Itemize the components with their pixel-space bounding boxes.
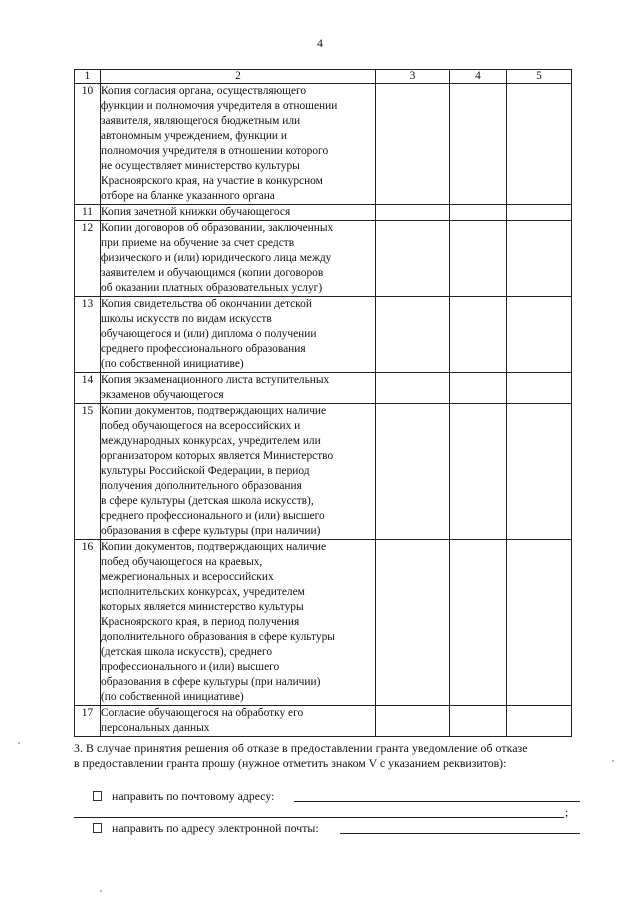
blank-cell[interactable]: [507, 297, 572, 373]
description-line: профессионального и (или) высшего: [101, 661, 280, 673]
description-line: персональных данных: [101, 722, 210, 734]
description-line: обучающегося и (или) диплома о получении: [101, 328, 317, 340]
row-number: 10: [75, 84, 101, 205]
description-line: отборе на бланке указанного органа: [101, 190, 275, 202]
blank-cell[interactable]: [450, 540, 507, 706]
description-line: побед обучающегося на краевых,: [101, 556, 263, 568]
description-line: школы искусств по видам искусств: [101, 313, 272, 325]
row-number: 12: [75, 221, 101, 297]
description-line: Красноярского края, на участие в конкурсном: [101, 175, 323, 187]
description-line: культуры Российской Федерации, в период: [101, 465, 310, 477]
table-header-row: [75, 70, 572, 84]
table-body: [75, 84, 572, 737]
blank-cell[interactable]: [376, 404, 450, 540]
table-row: [75, 404, 572, 540]
description-line: автономным учреждением, функции и: [101, 130, 287, 142]
document-description: [101, 404, 376, 540]
blank-cell[interactable]: [450, 205, 507, 221]
table-row: [75, 205, 572, 221]
blank-cell[interactable]: [507, 706, 572, 737]
refusal-notice-paragraph: [74, 741, 571, 771]
blank-cell[interactable]: [450, 404, 507, 540]
postal-option[interactable]: [93, 789, 274, 804]
blank-cell[interactable]: [450, 297, 507, 373]
description-line: Копии договоров об образовании, заключенных: [101, 222, 334, 234]
blank-cell[interactable]: [450, 706, 507, 737]
description-line: межрегиональных и всероссийских: [101, 571, 274, 583]
scan-speck: [100, 890, 102, 892]
scan-speck: [18, 742, 20, 744]
description-line: международных конкурсах, учредителем или: [101, 435, 321, 447]
column-header: 5: [507, 70, 572, 84]
description-line: (по собственной инициативе): [101, 691, 244, 703]
blank-cell[interactable]: [376, 297, 450, 373]
description-line: полномочия учредителя в отношении которого: [101, 145, 329, 157]
description-line: об оказании платных образовательных услуг): [101, 282, 323, 294]
document-description: [101, 297, 376, 373]
description-line: Копии документов, подтверждающих наличие: [101, 541, 327, 553]
email-address-line[interactable]: [340, 833, 580, 834]
description-line: побед обучающегося на всероссийских и: [101, 420, 301, 432]
blank-cell[interactable]: [450, 373, 507, 404]
description-line: среднего профессионального образования: [101, 343, 306, 355]
page-number: 4: [317, 36, 323, 50]
description-line: организатором которых является Министерство: [101, 450, 334, 462]
blank-cell[interactable]: [450, 84, 507, 205]
paragraph-line: в предоставлении гранта прошу (нужное отметить знаком V с указанием реквизитов):: [74, 756, 507, 770]
description-line: при приеме на обучение за счет средств: [101, 237, 295, 249]
table-row: [75, 221, 572, 297]
row-number: 13: [75, 297, 101, 373]
row-number: 14: [75, 373, 101, 404]
email-option[interactable]: [93, 821, 319, 836]
postal-address-line-2[interactable]: [74, 817, 564, 818]
scan-speck: [612, 760, 614, 762]
row-number: 16: [75, 540, 101, 706]
description-line: Копия экзаменационного листа вступительных: [101, 374, 330, 386]
row-number: 11: [75, 205, 101, 221]
blank-cell[interactable]: [376, 540, 450, 706]
description-line: Красноярского края, в период получения: [101, 616, 300, 628]
description-line: Копия согласия органа, осуществляющего: [101, 85, 307, 97]
blank-cell[interactable]: [507, 540, 572, 706]
description-line: (детская школа искусств), среднего: [101, 646, 273, 658]
description-line: заявителем и обучающимся (копии договоров: [101, 267, 324, 279]
document-description: [101, 540, 376, 706]
table-row: [75, 540, 572, 706]
description-line: (по собственной инициативе): [101, 358, 244, 370]
description-line: среднего профессионального и (или) высшего: [101, 510, 325, 522]
blank-cell[interactable]: [376, 706, 450, 737]
blank-cell[interactable]: [376, 221, 450, 297]
blank-cell[interactable]: [507, 84, 572, 205]
postal-option-label: направить по почтовому адресу:: [112, 789, 275, 803]
document-description: [101, 221, 376, 297]
description-line: дополнительного образования в сфере культуры: [101, 631, 335, 643]
description-line: Копии документов, подтверждающих наличие: [101, 405, 327, 417]
document-description: [101, 84, 376, 205]
email-checkbox[interactable]: [93, 823, 102, 833]
table-row: [75, 84, 572, 205]
blank-cell[interactable]: [507, 221, 572, 297]
blank-cell[interactable]: [507, 404, 572, 540]
postal-checkbox[interactable]: [93, 791, 102, 801]
description-line: исполнительских конкурсах, учредителем: [101, 586, 305, 598]
blank-cell[interactable]: [376, 84, 450, 205]
paragraph-line: 3. В случае принятия решения об отказе в предоставлении гранта уведомление об отказе: [74, 741, 528, 755]
description-line: Копия зачетной книжки обучающегося: [101, 206, 291, 218]
document-description: [101, 205, 376, 221]
column-header: 4: [450, 70, 507, 84]
postal-address-line[interactable]: [294, 801, 580, 802]
description-line: Согласие обучающегося на обработку его: [101, 707, 304, 719]
description-line: экзаменов обучающегося: [101, 389, 224, 401]
blank-cell[interactable]: [507, 205, 572, 221]
description-line: образования в сфере культуры (при наличии): [101, 676, 321, 688]
description-line: получения дополнительного образования: [101, 480, 302, 492]
document-description: [101, 373, 376, 404]
description-line: Копия свидетельства об окончании детской: [101, 298, 312, 310]
documents-table: [74, 69, 572, 737]
description-line: функции и полномочия учредителя в отношении: [101, 100, 338, 112]
column-header: 3: [376, 70, 450, 84]
document-description: [101, 706, 376, 737]
description-line: в сфере культуры (детская школа искусств),: [101, 495, 314, 507]
table-row: [75, 706, 572, 737]
description-line: не осуществляет министерство культуры: [101, 160, 300, 172]
description-line: физического и (или) юридического лица между: [101, 252, 332, 264]
description-line: образования в сфере культуры (при наличии): [101, 525, 321, 537]
blank-cell[interactable]: [450, 221, 507, 297]
column-header: 1: [75, 70, 101, 84]
column-header: 2: [101, 70, 376, 84]
blank-cell[interactable]: [376, 373, 450, 404]
table-row: [75, 297, 572, 373]
description-line: которых является министерство культуры: [101, 601, 304, 613]
email-option-label: направить по адресу электронной почты:: [112, 821, 319, 835]
row-number: 15: [75, 404, 101, 540]
description-line: заявителя, являющегося бюджетным или: [101, 115, 301, 127]
row-number: 17: [75, 706, 101, 737]
table-row: [75, 373, 572, 404]
semicolon: ;: [565, 805, 569, 819]
blank-cell[interactable]: [376, 205, 450, 221]
blank-cell[interactable]: [507, 373, 572, 404]
